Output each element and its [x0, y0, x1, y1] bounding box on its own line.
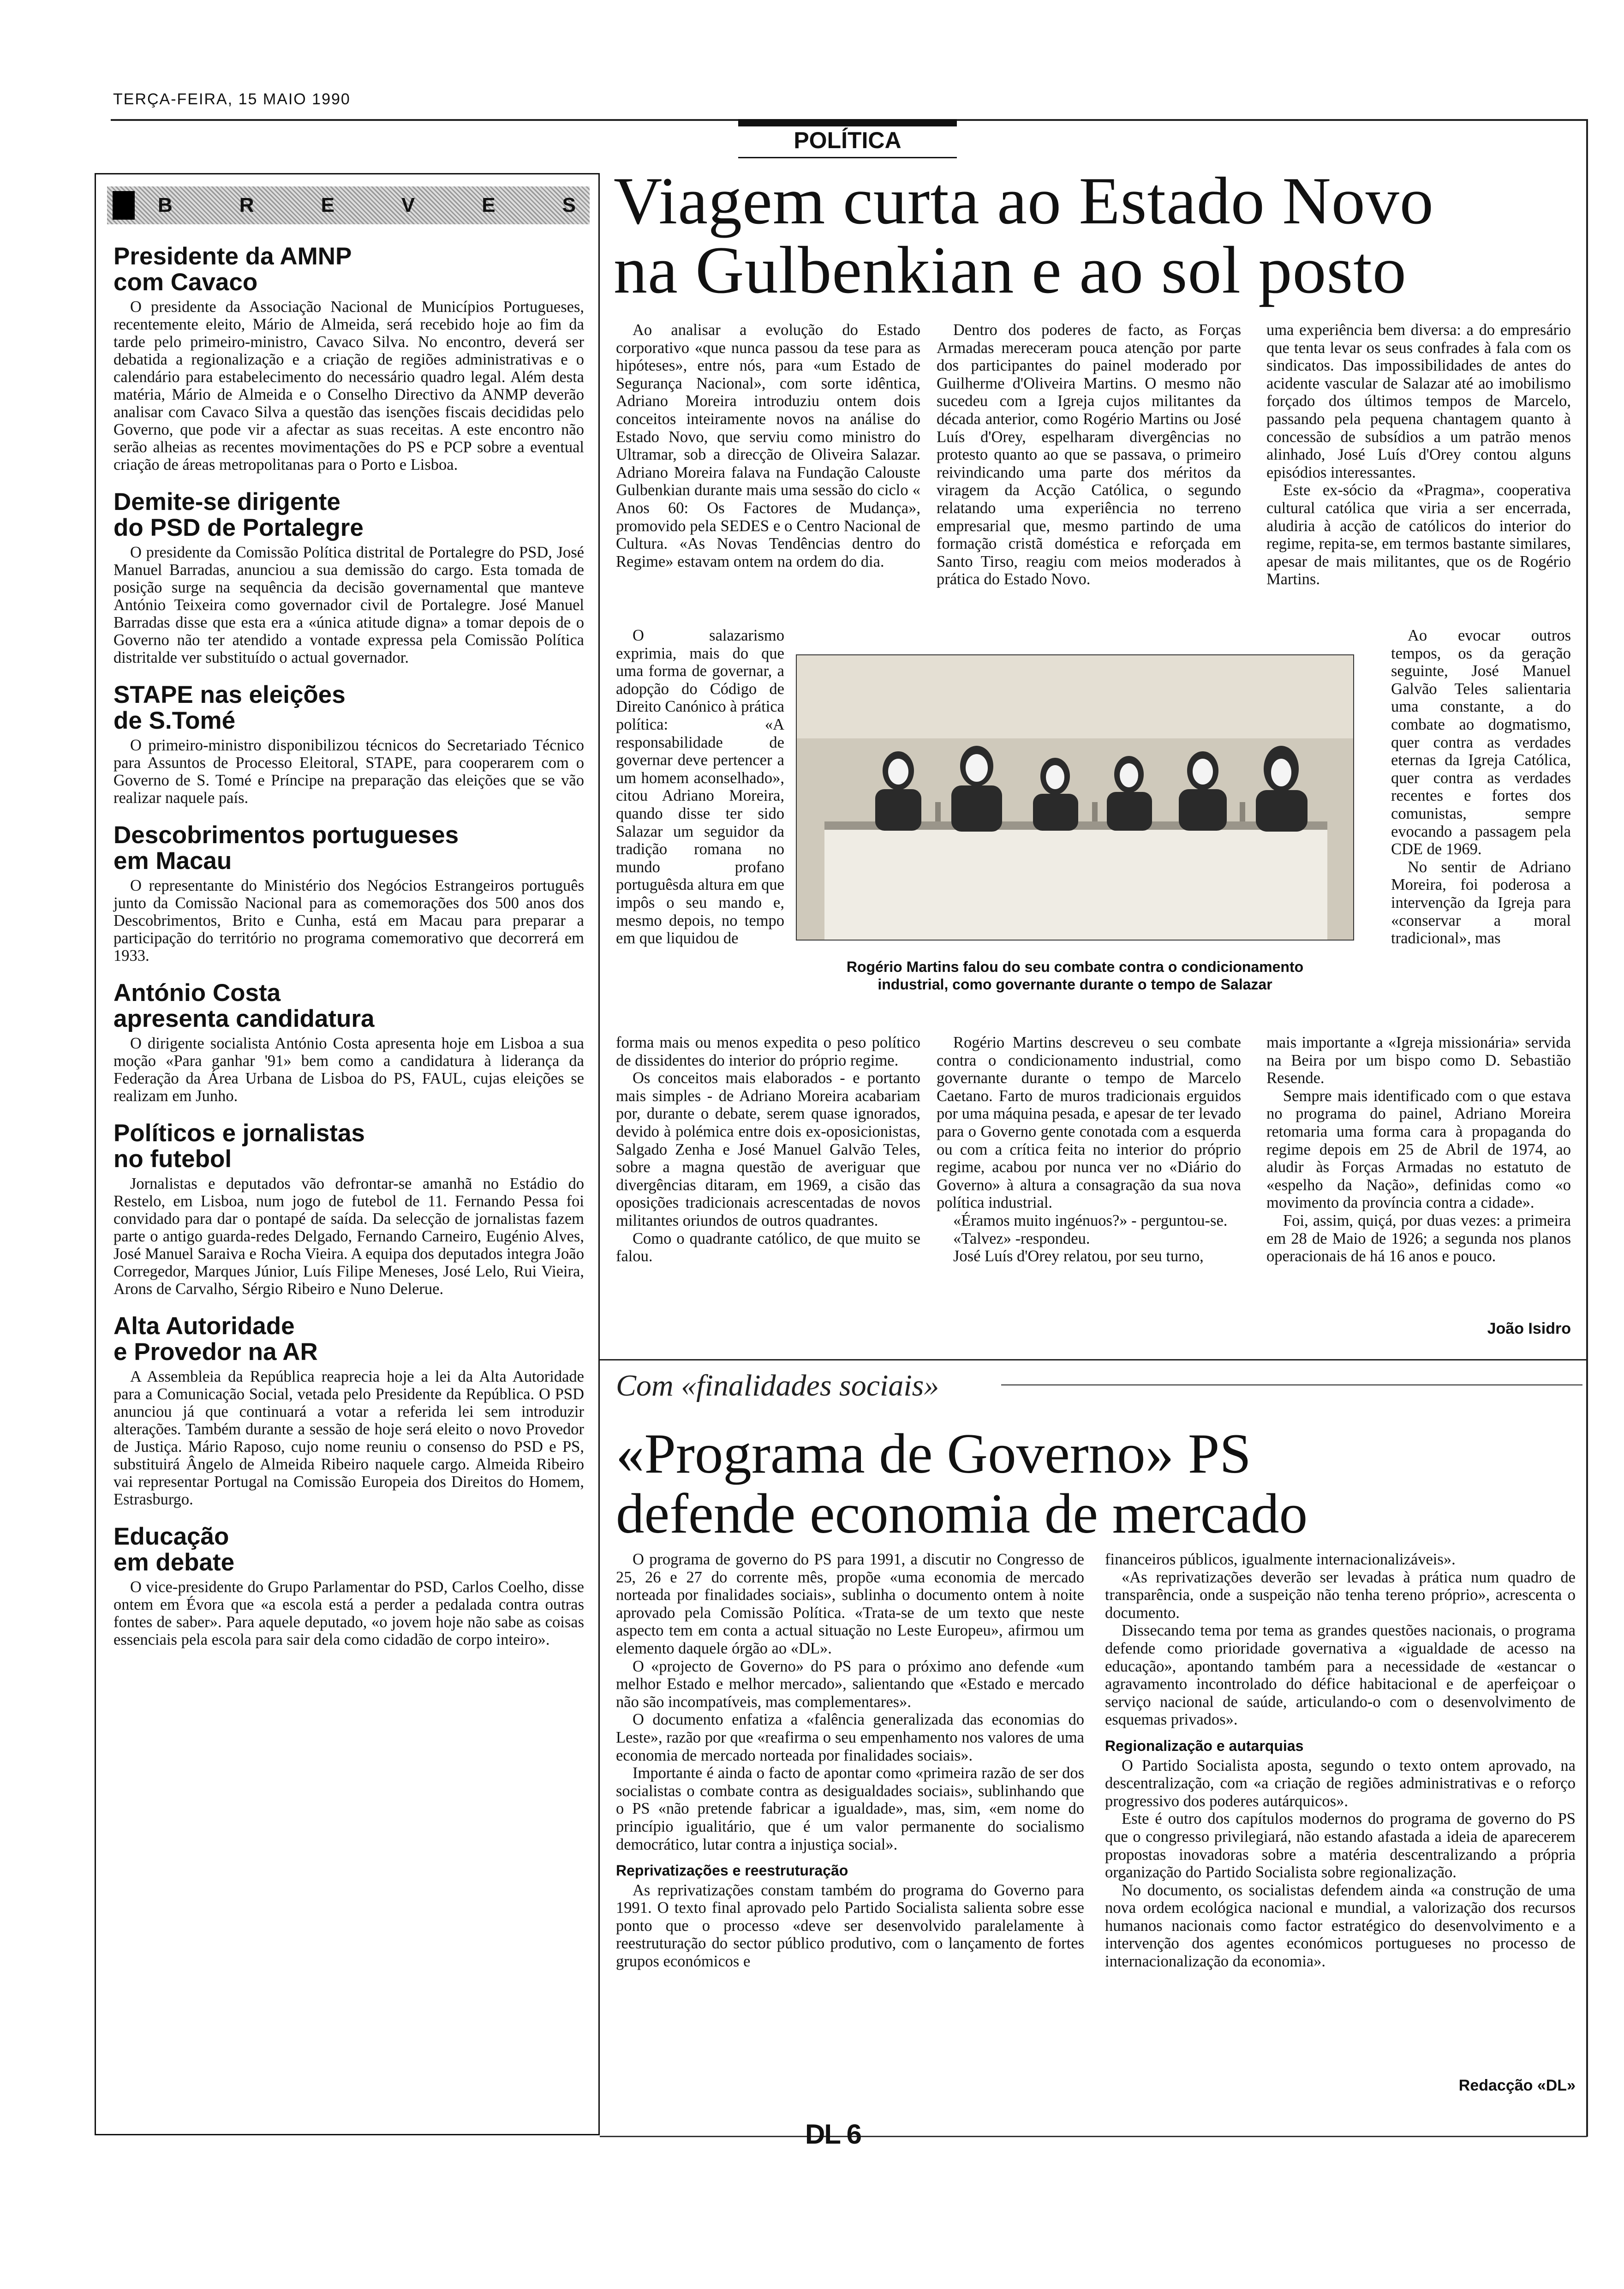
article-separator	[600, 1359, 1587, 1360]
breves-list	[113, 244, 584, 1664]
kicker-rule	[1001, 1384, 1582, 1385]
breves-letter: R	[239, 194, 254, 216]
brief-title: António Costa apresenta candidatura	[113, 979, 375, 1032]
article1-col3-narrow: Ao evocar outros tempos, os da geração seguinte, José Manuel Galvão Teles salientaria uma constante, a do combate ao dogmatismo, quer contra as verdades eternas da Igreja Católica, quer contra as verdades recentes e fortes dos comunistas, sempre evocando a passagem pela CDE de 1969. No sentir de Adriano Moreira, foi poderosa a intervenção da Igreja para «conservar a moral tradicional», mas	[1391, 627, 1571, 947]
brief-body: O representante do Ministério dos Negócios Estrangeiros português junto da Comissão Nacional para as comemorações dos 500 anos dos Descobrimentos, Brito e Cunha, está em Macau para preparar a participação do território no programa comemorativo que decorrerá em 1933.	[113, 877, 584, 965]
breves-letter: E	[321, 194, 334, 216]
article2-col1: O programa de governo do PS para 1991, a discutir no Congresso de 25, 26 e 27 do corrente mês, propõe «uma economia de mercado norteada por finalidades sociais», sublinha o documento ontem à noite aprovado pela Comissão Política. «Trata-se de um texto que neste aspecto tem em conta a actual situação no Leste Europeu», afirmou um elemento daquele órgão ao «DL». O «projecto de Governo» do PS para o próximo ano defende «um melhor Estado e melhor mercado», salientando que «Estado e mercado não são incompatíveis, mas complementares». O documento enfatiza a «falência generalizada das economias do Leste», razão por que «reafirma o seu empenhamento nos valores de uma economia de mercado norteada por finalidades sociais». Importante é ainda o facto de apontar como «primeira razão de ser dos socialistas o combate contra as desigualdades sociais», sublinhando que o PS «não pretende fabricar a igualdade», mas, sim, «em nome do princípio igualitário, que é um valor permanente do socialismo democrático, lutar contra a injustiça social». Reprivatizações e reestruturação As reprivatizações constam também do programa do Governo para 1991. O texto final aprovado pelo Partido Socialista salienta sobre esse ponto que o processo «deve ser desenvolvido paralelamente à reestruturação do sector público produtivo, com o lançamento de fortes grupos económicos e	[616, 1551, 1084, 1971]
breves-letter: E	[482, 194, 496, 216]
brief-item	[113, 489, 584, 666]
article2-col2: financeiros públicos, igualmente internacionalizáveis». «As reprivatizações deverão ser levadas à prática num quadro de transparência, onde a suspeição não tenha tereno próprio», acrescenta o documento. Dissecando tema por tema as grandes questões nacionais, o programa defende como prioridade governativa a «igualdade de acesso na educação», apontando também para a necessidade de «estancar o agravamento incontrolado do défice habitacional e de aperfeiçoar o serviço nacional de saúde, articulando-o com o desenvolvimento de esquemas privados». Regionalização e autarquias O Partido Socialista aposta, segundo o texto ontem aprovado, na descentralização, com «a criação de regiões administrativas e o reforço progressivo dos poderes autárquicos». Este é outro dos capítulos modernos do programa de governo do PS que o congresso privilegiará, não estando afastada a ideia de aparecerem propostas inovadoras sobre a matéria descentralizando a própria organização do Partido Socialista sobre regionalização. No documento, os socialistas defendem ainda «a construção de uma nova ordem ecológica nacional e mundial, a valorização dos recursos humanos nacionais como factor estratégico do desenvolvimento e a intervenção dos agentes económicos portugueses no processo de internacionalização da economia».	[1105, 1551, 1576, 1971]
brief-item	[113, 1524, 584, 1648]
article1-col1-narrow: O salazarismo exprimia, mais do que uma forma de governar, a adopção do Código de Direito Canónico à prática política: «A responsabilidade de governar deve pertencer a um homem aconselhado», citou Adriano Moreira, quando disse ter sido Salazar um seguidor da tradição romana no mundo profano portuguêsda altura em que impôs o seu mando e, mesmo depois, no tempo em que liquidou de	[616, 627, 784, 947]
article1-col2-top: Dentro dos poderes de facto, as Forças Armadas mereceram pouca atenção por parte dos participantes do painel moderado por Guilherme d'Oliveira Martins. O mesmo não sucedeu com a Igreja cujos militantes da década anterior, como Rogério Martins ou José Luís d'Orey, espelharam divergências no protesto quanto ao que se passava, o primeiro reivindicando uma parte dos méritos da viragem da Acção Católica, o segundo relatando uma experiência no terreno empresarial que, mesmo partindo de uma formação cristã doméstica e reforçada em Santo Tirso, reagiu com meios moderados à prática do Estado Novo.	[937, 321, 1241, 588]
brief-item	[113, 1121, 584, 1298]
brief-body: O presidente da Comissão Política distrital de Portalegre do PSD, José Manuel Barradas, anunciou a sua demissão do cargo. Esta tomada de posição surge na sequência da decisão governamental que manteve António Teixeira como governador civil de Portalegre. José Manuel Barradas disse que esta era a «única atitude digna» a tomar depois de o Governo não ter atendido a vontade expressa pela Comissão Política distritalde ver substituído o actual governador.	[113, 544, 584, 666]
brief-title: Descobrimentos portugueses em Macau	[113, 821, 459, 875]
breves-letter: S	[562, 194, 576, 216]
breves-letters	[158, 194, 590, 217]
article1-col3-bottom: mais importante a «Igreja missionária» servida na Beira por um bispo como D. Sebastião Resende. Sempre mais identificado com o que estava no programa do painel, Adriano Moreira retomaria uma forma cara à propaganda do regime depois em 25 de Abril de 1974, ao aludir às Forças Armadas no estatuto de «espelho da Nação», definidas como «o movimento da província contra a cidade». Foi, assim, quiçá, por duas vezes: a primeira em 28 de Maio de 1926; a segunda nos planos operacionais de há 16 anos e pouco.	[1266, 1034, 1571, 1265]
photo-caption: Rogério Martins falou do seu combate contra o condicionamento industrial, como governante durante o tempo de Salazar	[846, 959, 1304, 993]
article1-headline: Viagem curta ao Estado Novo na Gulbenkian e ao sol posto	[614, 163, 1434, 307]
brief-item	[113, 1313, 584, 1508]
subhead-regionalizacao: Regionalização e autarquias	[1105, 1737, 1304, 1754]
brief-title: Políticos e jornalistas no futebol	[113, 1120, 365, 1173]
breves-letter: V	[401, 194, 415, 216]
brief-title: STAPE nas eleições de S.Tomé	[113, 681, 346, 734]
dateline: TERÇA-FEIRA, 15 MAIO 1990	[113, 90, 351, 108]
article1-col3-top: uma experiência bem diversa: a do empresário que tenta levar os seus confrades à fala com os sindicatos. Das impossibilidades de antes do acidente vascular de Salazar até ao imobilismo forçado dos últimos tempos de Marcelo, passando pela pequena chantagem quanto à concessão de subsídios a um patrão menos alinhado, José Luís d'Orey contou alguns episódios interessantes. Este ex-sócio da «Pragma», cooperativa cultural católica que viria a ser encerrada, aludiria à acção de católicos do interior do regime, repita-se, em termos bastante similares, apesar de mais militantes, que os de Rogério Martins.	[1266, 321, 1571, 588]
breves-box	[95, 173, 600, 2135]
breves-letter: B	[158, 194, 173, 216]
brief-item	[113, 822, 584, 965]
article1-byline: João Isidro	[1487, 1320, 1571, 1337]
brief-item	[113, 244, 584, 473]
subhead-reprivatizacoes: Reprivatizações e reestruturação	[616, 1862, 848, 1879]
breves-banner	[107, 186, 590, 224]
brief-body: O primeiro-ministro disponibilizou técnicos do Secretariado Técnico para Assuntos de Processo Eleitoral, STAPE, para cooperarem com o Governo de S. Tomé e Príncipe na preparação das eleições que se vão realizar naquele país.	[113, 737, 584, 807]
section-rule	[738, 157, 957, 158]
article1-col2-bottom: Rogério Martins descreveu o seu combate contra o condicionamento industrial, como governante durante o tempo de Marcelo Caetano. Farto de muros tradicionais erguidos por uma máquina pesada, e apesar de ter levado para o Governo gente conotada com a esquerda ou com a crítica feita no interior do próprio regime, acabou por nunca ver no «Diário do Governo» à altura a consagração da sua nova política industrial. «Éramos muito ingénuos?» - perguntou-se. «Talvez» -respondeu. José Luís d'Orey relatou, por seu turno,	[937, 1034, 1241, 1265]
section-label: POLÍTICA	[738, 119, 957, 155]
article2-headline: «Programa de Governo» PS defende economia de mercado	[616, 1422, 1308, 1545]
panel-photo-illustration	[797, 655, 1353, 940]
brief-body: O presidente da Associação Nacional de Municípios Portugueses, recentemente eleito, Mário de Almeida, será recebido hoje ao fim da tarde pelo primeiro-ministro, Cavaco Silva. No encontro, deverá ser debatida a regionalização e a criação de regiões administrativas e o calendário para estabelecimento do necessário quadro legal. Além desta matéria, Mário de Almeida e o Conselho Directivo da ANMP deverão analisar com Cavaco Silva a questão das isenções fiscais decididas pelo Governo, que pode vir a afectar as suas receitas. A este encontro não serão alheias as recentes movimentações do PS e PCP sobre a eventual criação de áreas metropolitanas para o Porto e Lisboa.	[113, 298, 584, 473]
brief-body: Jornalistas e deputados vão defrontar-se amanhã no Estádio do Restelo, em Lisboa, num jogo de futebol de 11. Fernando Pessa foi convidado para dar o pontapé de saída. Da selecção de jornalistas fazem parte o antigo guarda-redes Delgado, Fernando Carneiro, Eugénio Alves, José Manuel Saraiva e Rocha Vieira. A equipa dos deputados integra João Corregedor, Marques Júnior, Luís Filipe Meneses, José Lelo, Rui Vieira, Arons de Carvalho, Sérgio Ribeiro e Nuno Delerue.	[113, 1175, 584, 1298]
article1-photo	[796, 654, 1354, 941]
article1-col1-top: Ao analisar a evolução do Estado corporativo «que nunca passou da tese para as hipóteses», entre nós, para «um Estado de Segurança Nacional», com sorte idêntica, Adriano Moreira introduziu ontem dois conceitos inteiramente novos na análise do Estado Novo, que serviu como ministro do Ultramar, sob a direcção de Oliveira Salazar. Adriano Moreira falava na Fundação Calouste Gulbenkian durante mais uma sessão do ciclo « Anos 60: Os Factores de Mudança», promovido pela SEDES e o Centro Nacional de Cultura. «As Novas Tendências dentro do Regime» estavam ontem na ordem do dia.	[616, 321, 920, 570]
brief-body: A Assembleia da República reaprecia hoje a lei da Alta Autoridade para a Comunicação Social, vetada pelo Presidente da República. O PSD anunciou já que continuará a votar a referida lei sem introduzir alterações. Também durante a sessão de hoje será eleito o novo Provedor de Justiça. Mário Raposo, cujo nome reuniu o consenso do PSD e PS, substituirá Ângelo de Almeida Ribeiro naquele cargo. Almeida Ribeiro vai representar Portugal na Comissão Europeia dos Direitos do Homem, Estrasburgo.	[113, 1368, 584, 1508]
page-number-logo: DL 6	[805, 2119, 861, 2150]
brief-title: Presidente da AMNP com Cavaco	[113, 243, 352, 296]
article1-col1-bottom: forma mais ou menos expedita o peso político de dissidentes do interior do próprio regime. Os conceitos mais elaborados - e portanto mais simples - de Adriano Moreira acabariam por, durante o debate, serem quase ignorados, devido à polémica entre dois ex-oposicionistas, Salgado Zenha e José Manuel Galvão Teles, sobre a magna questão de averiguar que divergências ditaram, em 1969, a cisão das oposições tradicionais acrescentadas de novos militantes oriundos de outros quadrantes. Como o quadrante católico, de que muito se falou.	[616, 1034, 920, 1265]
breves-square-icon	[113, 191, 135, 220]
brief-item	[113, 682, 584, 807]
brief-item	[113, 980, 584, 1105]
brief-title: Alta Autoridade e Provedor na AR	[113, 1312, 318, 1366]
brief-body: O vice-presidente do Grupo Parlamentar do PSD, Carlos Coelho, disse ontem em Évora que «a escola está a perder a pedalada contra outras fontes de saber». Para aquele deputado, «o jovem hoje não sabe as coisas essenciais pela escola para sair dela como cidadão de corpo inteiro».	[113, 1578, 584, 1648]
article2-kicker: Com «finalidades sociais»	[616, 1369, 939, 1402]
brief-title: Demite-se dirigente do PSD de Portalegre	[113, 488, 364, 541]
page-frame-bottom	[600, 2136, 1587, 2137]
brief-body: O dirigente socialista António Costa apresenta hoje em Lisboa a sua moção «Para ganhar '91» bem como a candidatura à liderança da Federação da Área Urbana de Lisboa do PS, FAUL, cujas eleições se realizam em Junho.	[113, 1035, 584, 1105]
page-frame-right	[1586, 119, 1588, 2137]
article2-byline: Redacção «DL»	[1458, 2077, 1576, 2094]
brief-title: Educação em debate	[113, 1523, 235, 1576]
